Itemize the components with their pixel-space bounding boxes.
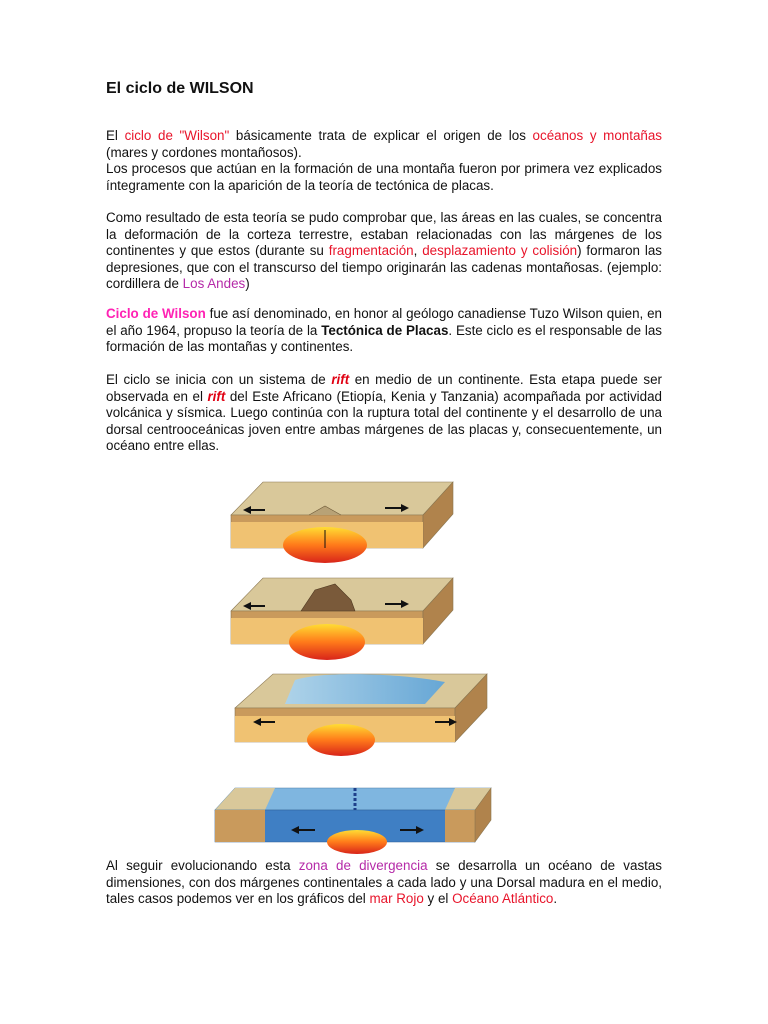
wilson-cycle-figure: [205, 470, 505, 860]
highlight-los-andes: Los Andes: [182, 276, 246, 291]
text: básicamente trata de explicar el origen de los: [229, 128, 533, 143]
text: fue así denominado, en honor al geólogo canadiense Tuzo Wilson quien, en el año 1964, propuso la teoría de la: [106, 306, 662, 338]
text: (mares y cordones montañosos).: [106, 144, 302, 160]
highlight-rift: rift: [207, 388, 226, 404]
text: se desarrolla un océano de vastas dimensiones, con dos márgenes continentales a cada lado y una Dorsal madura en el medio, tales casos podemos ver en los gráficos del: [106, 858, 663, 906]
stage-3-young-ocean-block: [235, 674, 487, 756]
text: Al seguir evolucionando esta: [106, 858, 299, 873]
highlight-ciclo-wilson: ciclo de "Wilson": [124, 128, 230, 143]
text: del Este Africano (Etiopía, Kenia y Tanzania) acompañada por actividad volcánica y sísmica. Luego continúa con la ruptura total del continente y el desarrollo de una dorsal centrooceánicas joven entre ambas márgenes de las placas y, consecuentemente, un océano entre ellas.: [106, 388, 663, 453]
paragraph-divergence: [106, 858, 662, 908]
text: Como resultado de esta teoría se pudo comprobar que, las áreas en las cuales, se concentra la deformación de la corteza terrestre, estaban relacionadas con las márgenes de los continentes y que estos (durante su: [106, 210, 662, 258]
text: ) formaron las depresiones, que con el transcurso del tiempo originarán las cadenas montañosas. (ejemplo: cordillera de: [106, 243, 662, 291]
stage-1-rift-block: [231, 482, 453, 563]
text: Los procesos que actúan en la formación de una montaña fueron por primera vez explicados íntegramente con la aparición de la teoría de tectónica de placas.: [106, 161, 662, 193]
text: ,: [413, 243, 423, 258]
text: y el: [423, 891, 453, 906]
text: El: [106, 128, 125, 143]
text: ): [245, 276, 250, 291]
text: El ciclo se inicia con un sistema de: [106, 372, 332, 387]
highlight-mar-rojo: mar Rojo: [369, 891, 424, 906]
highlight-tectonica: Tectónica de Placas: [321, 322, 449, 338]
highlight-oceanos-montanas: océanos y montañas: [532, 128, 662, 143]
paragraph-rift: [106, 372, 662, 455]
highlight-ciclo-de-wilson: Ciclo de Wilson: [106, 306, 206, 321]
text: . Este ciclo es el responsable de las formación de las montañas y continentes.: [106, 322, 662, 354]
text: .: [553, 891, 558, 906]
paragraph-ciclo: [106, 306, 662, 356]
highlight-desplazamiento: desplazamiento y colisión: [422, 243, 578, 258]
stage-2-continental-rift-block: [231, 578, 453, 660]
highlight-oceano-atlantico: Océano Atlántico: [452, 891, 554, 906]
page-title: El ciclo de WILSON: [106, 80, 254, 97]
paragraph-theory: [106, 210, 662, 293]
text: en medio de un continente. Esta etapa puede ser observada en el: [106, 372, 662, 404]
highlight-rift: rift: [331, 372, 350, 387]
stage-4-mature-ocean-block: [215, 788, 491, 854]
highlight-fragmentacion: fragmentación: [328, 243, 414, 258]
highlight-zona-divergencia: zona de divergencia: [298, 858, 428, 873]
paragraph-intro: [106, 128, 662, 194]
